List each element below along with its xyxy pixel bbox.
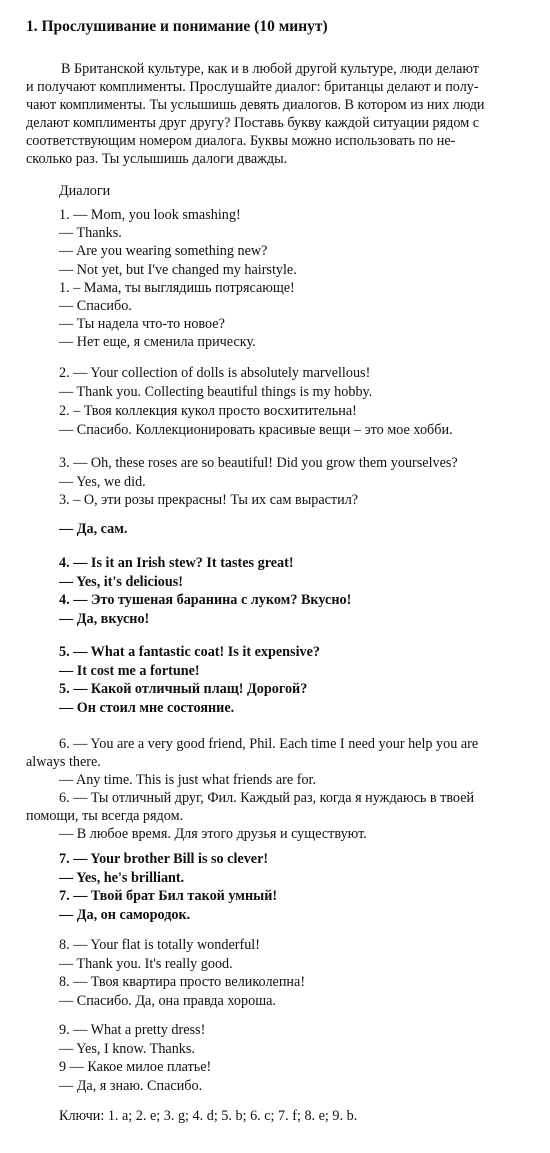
dialog-line: — Not yet, but I've changed my hairstyle. xyxy=(59,261,297,278)
dialogs-heading: Диалоги xyxy=(59,183,111,199)
dialog-line: 6. — You are a very good friend, Phil. Each time I need your help you are xyxy=(59,736,479,752)
dialog-line: — It cost me a fortune! xyxy=(59,662,200,679)
section-title: 1. Прослушивание и понимание (10 минут) xyxy=(26,18,328,35)
dialog-line: 1. – Мама, ты выглядишь потрясающе! xyxy=(59,279,295,296)
dialog-line: — Ты надела что-то новое? xyxy=(59,316,225,333)
dialog-line: — Да, я знаю. Спасибо. xyxy=(59,1077,203,1094)
dialog-line: — Да, сам. xyxy=(59,520,128,537)
dialog-line: — Are you wearing something new? xyxy=(59,243,268,260)
dialog-line: — Any time. This is just what friends are for. xyxy=(59,772,317,788)
intro-line: сколько раз. Ты услышишь далоги дважды. xyxy=(26,151,288,167)
dialog-line: 2. — Your collection of dolls is absolutely marvellous! xyxy=(59,365,371,381)
dialog-line: — Yes, I know. Thanks. xyxy=(59,1040,195,1057)
dialog-line: 6. — Ты отличный друг, Фил. Каждый раз, когда я нуждаюсь в твоей xyxy=(59,790,475,806)
dialog-line: 7. — Твой брат Бил такой умный! xyxy=(59,888,278,904)
dialog-line: 9. — What a pretty dress! xyxy=(59,1022,206,1038)
dialog-line: — В любое время. Для этого друзья и существуют. xyxy=(59,826,367,842)
dialog-line: — Спасибо. Коллекционировать красивые вещи – это мое хобби. xyxy=(59,422,453,438)
dialog-line: — Yes, he's brilliant. xyxy=(59,869,185,886)
dialog-line: always there. xyxy=(26,754,101,770)
dialog-line: 5. — Какой отличный плащ! Дорогой? xyxy=(59,681,308,697)
dialog-line: 3. — Oh, these roses are so beautiful! Did you grow them yourselves? xyxy=(59,455,458,471)
dialog-line: помощи, ты всегда рядом. xyxy=(26,808,184,824)
intro-paragraph xyxy=(26,60,526,168)
dialog-line: — Thank you. Collecting beautiful things is my hobby. xyxy=(59,384,373,400)
dialog-line: — Он стоил мне состояние. xyxy=(59,699,235,716)
dialog-line: 8. — Your flat is totally wonderful! xyxy=(59,937,260,953)
dialog-line: — Да, вкусно! xyxy=(59,610,150,627)
dialog-line: 9 — Какое милое платье! xyxy=(59,1059,212,1075)
dialog-line: 2. – Твоя коллекция кукол просто восхитительна! xyxy=(59,403,357,419)
dialog-line: — Спасибо. Да, она правда хороша. xyxy=(59,992,276,1009)
dialog-line: 8. — Твоя квартира просто великолепна! xyxy=(59,974,306,990)
dialog-line: — Thank you. It's really good. xyxy=(59,955,233,972)
dialog-line: 5. — What a fantastic coat! Is it expensive? xyxy=(59,644,321,660)
dialog-line: 1. — Mom, you look smashing! xyxy=(59,207,241,223)
intro-line: и получают комплименты. Прослушайте диалог: британцы делают и полу- xyxy=(26,79,479,95)
intro-line: чают комплименты. Ты услышишь девять диалогов. В котором из них люди xyxy=(26,97,485,113)
dialog-line: 3. – О, эти розы прекрасны! Ты их сам вырастил? xyxy=(59,492,359,508)
answer-keys: Ключи: 1. a; 2. e; 3. g; 4. d; 5. b; 6. c; 7. f; 8. e; 9. b. xyxy=(59,1108,358,1124)
dialog-line: 4. — Это тушеная баранина с луком? Вкусно! xyxy=(59,592,352,608)
dialog-line: 7. — Your brother Bill is so clever! xyxy=(59,851,269,867)
intro-line: соответствующим номером диалога. Буквы можно использовать по не- xyxy=(26,133,456,149)
dialog-line: — Yes, it's delicious! xyxy=(59,573,184,590)
intro-line: делают комплименты друг другу? Поставь букву каждой ситуации рядом с xyxy=(26,115,480,131)
dialog-line: — Yes, we did. xyxy=(59,473,146,490)
dialog-line: — Нет еще, я сменила прическу. xyxy=(59,334,256,351)
dialog-line: 4. — Is it an Irish stew? It tastes great! xyxy=(59,555,294,571)
dialog-line: — Спасибо. xyxy=(59,298,132,314)
intro-line: В Британской культуре, как и в любой другой культуре, люди делают xyxy=(61,61,480,77)
dialog-line: — Thanks. xyxy=(59,225,122,242)
dialog-line: — Да, он самородок. xyxy=(59,906,191,923)
